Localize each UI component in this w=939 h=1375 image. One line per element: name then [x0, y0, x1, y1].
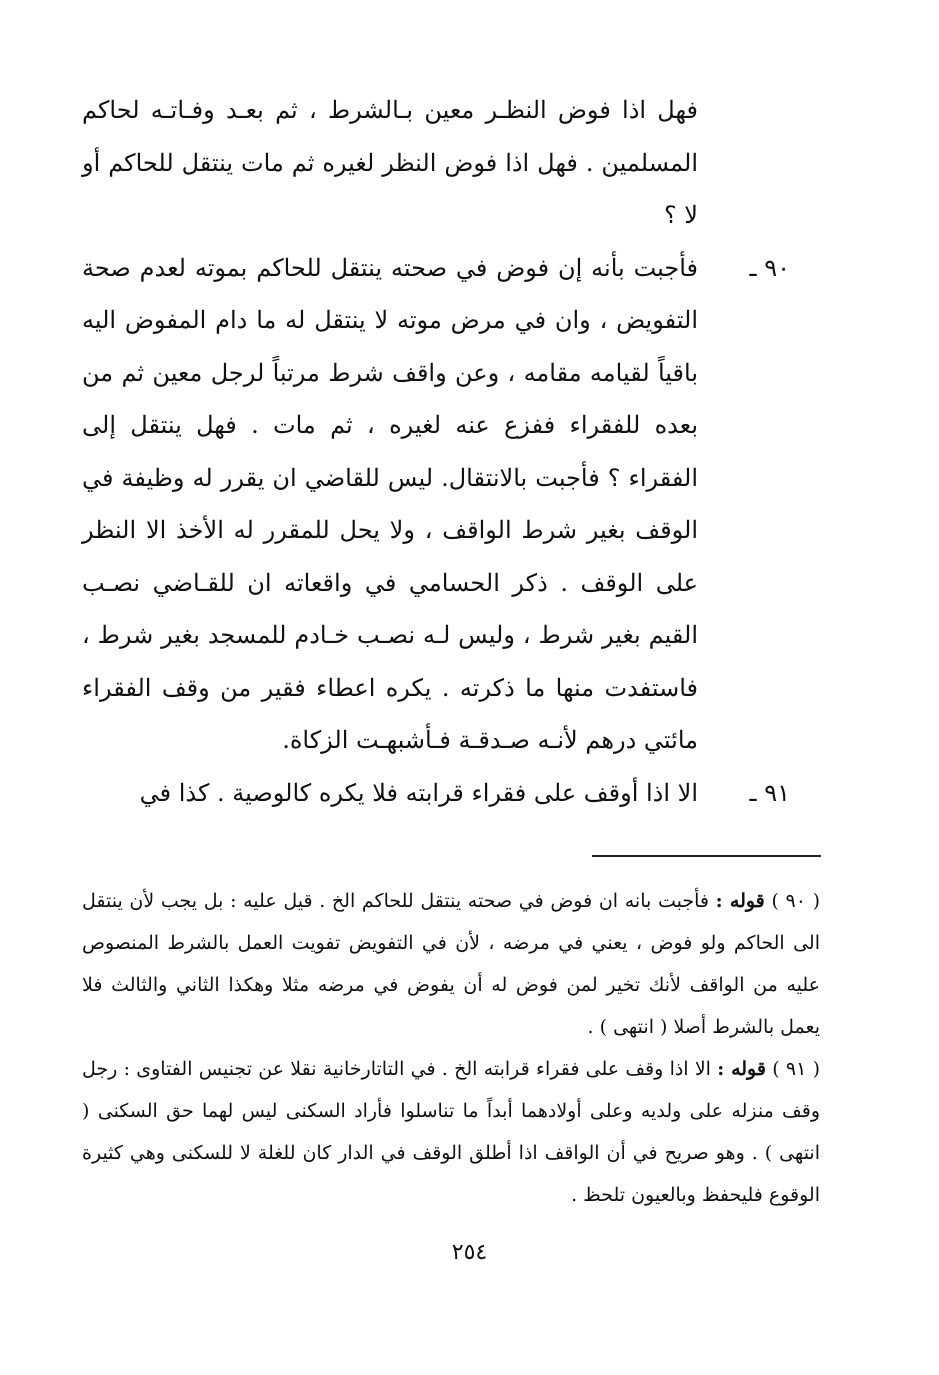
footnote-keyword: قوله : [717, 1058, 766, 1080]
paragraph-91 [82, 767, 790, 820]
footnote-ref: ( ٩٠ ) [771, 890, 821, 912]
footnote-keyword: قوله : [715, 890, 765, 912]
paragraph-90 [82, 242, 790, 767]
page-number: ٢٥٤ [451, 1240, 488, 1265]
footnote-divider [592, 855, 821, 857]
intro-paragraph: فهل اذا فوض النظـر معين بـالشرط ، ثم بعـد وفـاتـه لحاكم المسلمين . فهل اذا فوض النظر لغيره ثم مات ينتقل للحاكم أو لا ؟ [82, 96, 698, 229]
footnote-text: فأجبت بانه ان فوض في صحته ينتقل للحاكم الخ . قيل عليه : بل يجب لأن ينتقل الى الحاكم ولو فوض ، يعني في مرضه ، لأن في التفويض تفويت العمل بالشرط المنصوص عليه من الواقف لأنك تخير لمن فوض له أن يفوض في مرضه مثلا وهكذا الثاني والثالث فلا يعمل بالشرط أصلا ( انتهى ) . [82, 890, 820, 1038]
paragraph-text: فأجبت بأنه إن فوض في صحته ينتقل للحاكم بموته لعدم صحة التفويض ، وان في مرض موته لا ينتقل له ما دام المفوض اليه باقياً لقيامه مقامه ، وعن واقف شرط مرتباً لرجل معين ثم من بعده للفقراء ففزع عنه لغيره ، ثم مات . فهل ينتقل إلى الفقراء ؟ فأجبت بالانتقال. ليس للقاضي ان يقرر له وظيفة في الوقف بغير شرط الواقف ، ولا يحل للمقرر له الأخذ الا النظر على الوقف . ذكر الحسامي في واقعاته ان للقـاضي نصـب القيم بغير شرط ، وليس لـه نصـب خـادم للمسجد بغير شرط ، فاستفدت منها ما ذكرته . يكره اعطاء فقير من وقف الفقراء مائتي درهم لأنـه صـدقـة فـأشبهـت الزكاة. [82, 253, 698, 754]
paragraph-number: ٩٠ ـ [749, 253, 790, 282]
footnotes [82, 880, 820, 1216]
paragraph-number: ٩١ ـ [749, 778, 790, 807]
footnote-90 [82, 880, 820, 1048]
main-body [82, 84, 790, 819]
footnote-91 [82, 1048, 820, 1216]
paragraph-text: الا اذا أوقف على فقراء قرابته فلا يكره كالوصية . كذا في [139, 778, 698, 807]
footnote-ref: ( ٩١ ) [772, 1058, 820, 1080]
footnote-text: الا اذا وقف على فقراء قرابته الخ . في التاتارخانية نقلا عن تجنيس الفتاوى : رجل وقف منزله على ولديه وعلى أولادهما أبداً ما تناسلوا فأراد السكنى ليس لهما حق السكنى ( انتهى ) . وهو صريح في أن الواقف اذا أطلق الوقف في الدار كان للغلة لا للسكنى وهي كثيرة الوقوع فليحفظ وبالعيون تلحظ . [82, 1058, 820, 1206]
